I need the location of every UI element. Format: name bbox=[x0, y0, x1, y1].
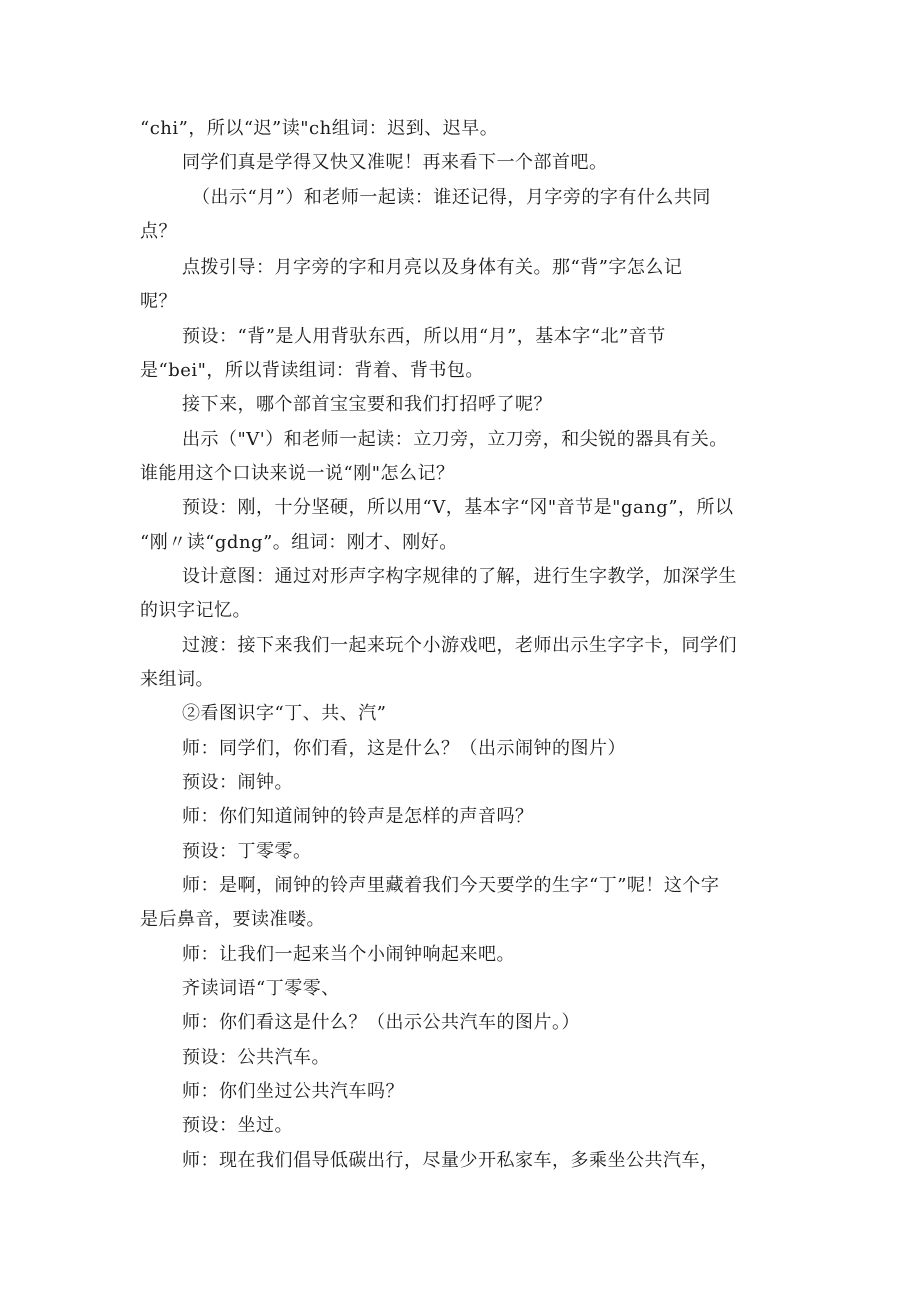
text-line-29: 师：你们坐过公共汽车吗？ bbox=[182, 1081, 404, 1102]
text-line-20: 预设：闹钟。 bbox=[182, 772, 293, 793]
text-line-15: 的识字记忆。 bbox=[140, 600, 251, 621]
text-line-18: ②看图识字“丁、共、汽” bbox=[182, 703, 387, 724]
text-line-9: 接下来，哪个部首宝宝要和我们打招呼了呢？ bbox=[182, 394, 552, 415]
text-line-30: 预设：坐过。 bbox=[182, 1115, 293, 1136]
text-line-23: 师：是啊，闹钟的铃声里藏着我们今天要学的生字“丁”呢！这个字 bbox=[182, 875, 720, 896]
text-line-27: 师：你们看这是什么？（出示公共汽车的图片。） bbox=[182, 1012, 580, 1033]
text-line-1: “chi”，所以“迟”读"ch组词：迟到、迟早。 bbox=[140, 118, 499, 139]
text-line-6: 呢？ bbox=[140, 291, 177, 312]
text-line-26: 齐读词语“丁零零、 bbox=[182, 978, 340, 999]
text-line-16: 过渡：接下来我们一起来玩个小游戏吧，老师出示生字字卡，同学们 bbox=[182, 635, 737, 656]
text-line-28: 预设：公共汽车。 bbox=[182, 1047, 330, 1068]
text-line-13: “刚〃读“gdng”。组词：刚才、刚好。 bbox=[140, 532, 458, 553]
text-line-12: 预设：刚，十分坚硬，所以用“V，基本字“冈"音节是"gang”，所以 bbox=[182, 497, 734, 518]
text-line-2: 同学们真是学得又快又准呢！再来看下一个部首吧。 bbox=[182, 152, 608, 173]
text-line-11: 谁能用这个口诀来说一说“刚"怎么记？ bbox=[140, 463, 455, 484]
text-line-4: 点？ bbox=[140, 221, 177, 242]
text-line-24: 是后鼻音，要读准喽。 bbox=[140, 909, 325, 930]
text-line-17: 来组词。 bbox=[140, 669, 214, 690]
text-line-31: 师：现在我们倡导低碳出行，尽量少开私家车，多乘坐公共汽车， bbox=[182, 1150, 719, 1171]
text-line-21: 师：你们知道闹钟的铃声是怎样的声音吗？ bbox=[182, 806, 534, 827]
text-line-14: 设计意图：通过对形声字构字规律的了解，进行生字教学，加深学生 bbox=[182, 566, 737, 587]
text-line-10: 出示（"V'）和老师一起读：立刀旁，立刀旁，和尖锐的器具有关。 bbox=[182, 429, 728, 450]
text-line-19: 师：同学们，你们看，这是什么？（出示闹钟的图片） bbox=[182, 738, 626, 759]
text-line-5: 点拨引导：月字旁的字和月亮以及身体有关。那“背”字怎么记 bbox=[182, 257, 683, 278]
text-line-7: 预设：“背”是人用背驮东西，所以用“月”，基本字“北”音节 bbox=[182, 326, 666, 347]
text-line-25: 师：让我们一起来当个小闹钟响起来吧。 bbox=[182, 944, 515, 965]
text-line-22: 预设：丁零零。 bbox=[182, 841, 312, 862]
text-line-8: 是“bei"，所以背读组词：背着、背书包。 bbox=[140, 360, 484, 381]
text-line-3: （出示“月”）和老师一起读：谁还记得，月字旁的字有什么共同 bbox=[192, 187, 711, 208]
